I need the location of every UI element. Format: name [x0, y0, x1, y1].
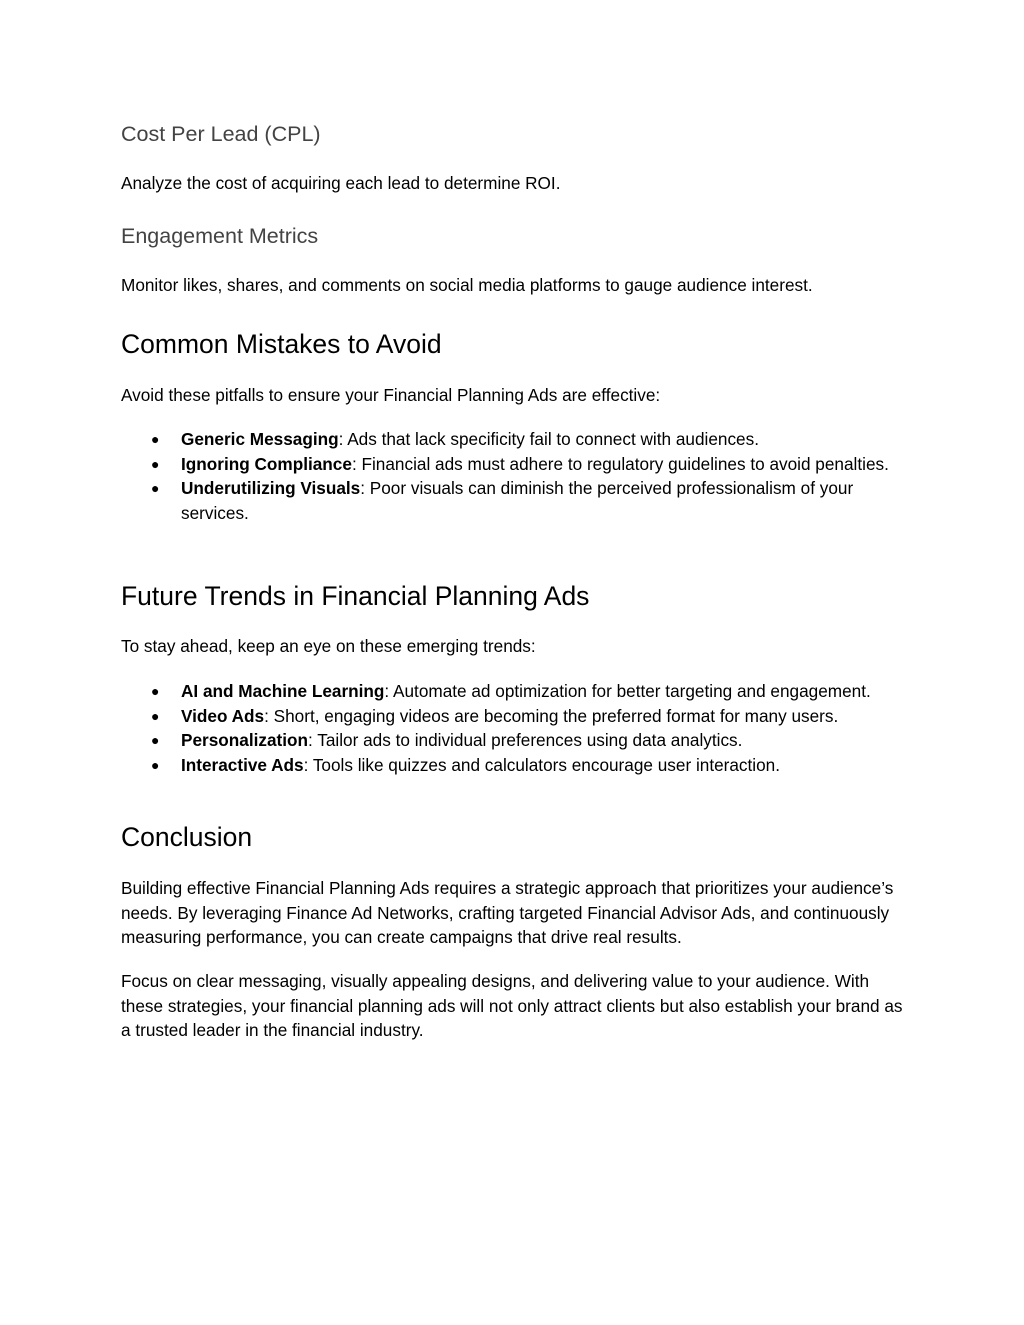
list-item [121, 753, 911, 778]
list-item-text: : Automate ad optimization for better targeting and engagement. [384, 681, 871, 701]
list-item-term: Interactive Ads [181, 754, 304, 775]
bullet-icon: ● [151, 455, 160, 472]
list-item-term: AI and Machine Learning [181, 681, 385, 701]
engagement-paragraph: Monitor likes, shares, and comments on social media platforms to gauge audience interest. [121, 275, 813, 295]
bullet-icon: ● [151, 707, 160, 724]
bullet-icon: ● [151, 683, 160, 699]
mistakes-list [121, 427, 911, 525]
conclusion-paragraph-2: Focus on clear messaging, visually appealing designs, and delivering value to your audience. With these strategies, your financial planning ads will not only attract clients but also establish your brand as a trusted leader in the financial industry. [121, 971, 903, 1040]
list-item-text: : Poor visuals can diminish the perceived professionalism of your services. [181, 478, 854, 523]
list-item [121, 476, 911, 525]
list-item [121, 728, 911, 753]
conclusion-heading: Conclusion [121, 822, 253, 852]
list-item-term: Ignoring Compliance [181, 453, 352, 474]
trends-intro: To stay ahead, keep an eye on these emerging trends: [121, 636, 536, 656]
list-item-term: Video Ads [181, 705, 265, 726]
list-item-text: : Short, engaging videos are becoming the preferred format for many users. [264, 705, 839, 726]
list-item-text: : Financial ads must adhere to regulatory guidelines to avoid penalties. [351, 453, 889, 474]
mistakes-intro: Avoid these pitfalls to ensure your Financial Planning Ads are effective: [121, 385, 661, 405]
list-item-text: : Tailor ads to individual preferences using data analytics. [308, 730, 743, 750]
list-item [121, 452, 911, 477]
list-item-term: Generic Messaging [181, 429, 339, 449]
list-item [121, 679, 911, 704]
list-item-term: Personalization [181, 730, 309, 750]
list-item-term: Underutilizing Visuals [181, 478, 361, 498]
engagement-heading: Engagement Metrics [121, 224, 319, 248]
bullet-icon: ● [151, 480, 160, 496]
cpl-paragraph: Analyze the cost of acquiring each lead to determine ROI. [121, 173, 561, 193]
list-item-text: : Ads that lack specificity fail to connect with audiences. [338, 429, 759, 449]
cpl-heading: Cost Per Lead (CPL) [121, 122, 321, 146]
bullet-icon: ● [151, 732, 160, 748]
trends-heading: Future Trends in Financial Planning Ads [121, 581, 590, 611]
mistakes-heading: Common Mistakes to Avoid [121, 329, 442, 359]
bullet-icon: ● [151, 431, 160, 447]
list-item [121, 427, 911, 452]
list-item [121, 704, 911, 729]
bullet-icon: ● [151, 756, 160, 773]
list-item-text: : Tools like quizzes and calculators encourage user interaction. [303, 754, 781, 775]
conclusion-paragraph-1: Building effective Financial Planning Ads requires a strategic approach that prioritizes your audience’s needs. By leveraging Finance Ad Networks, crafting targeted Financial Advisor Ads, and continuously measuring performance, you can create campaigns that drive real results. [121, 878, 894, 947]
trends-list [121, 679, 911, 777]
